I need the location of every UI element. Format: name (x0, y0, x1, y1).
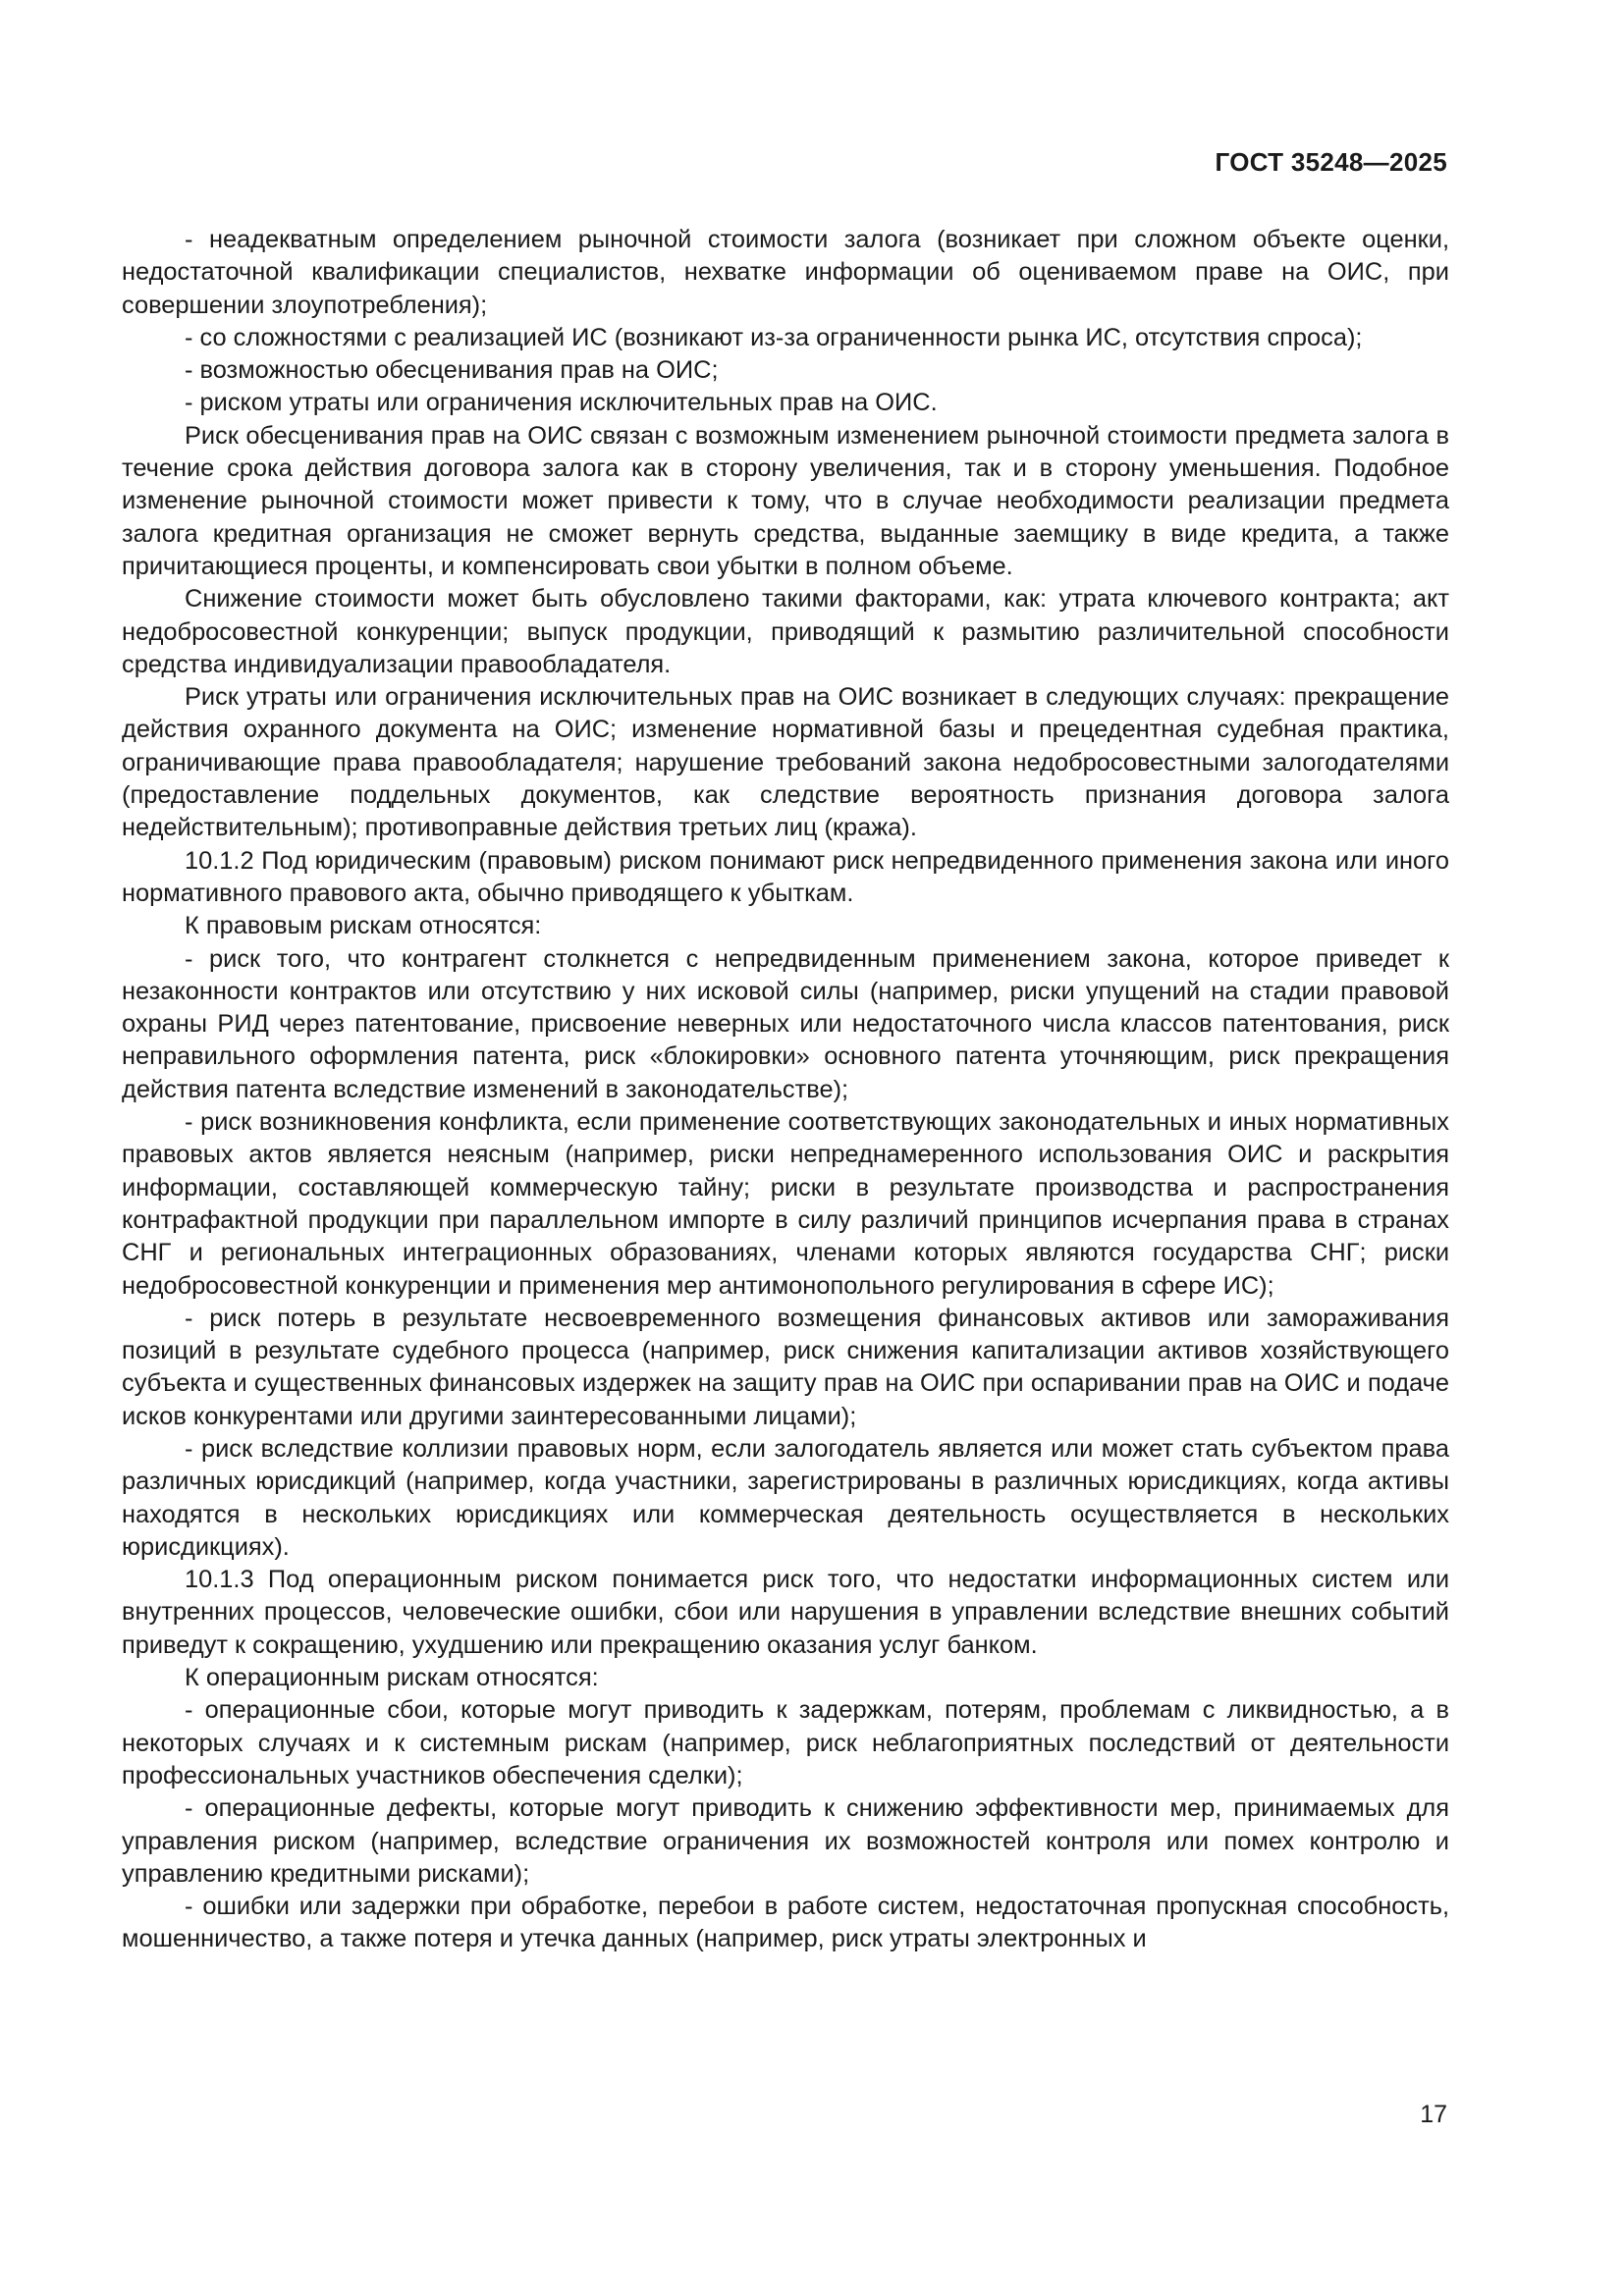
paragraph: Риск утраты или ограничения исключительных прав на ОИС возникает в следующих случаях: прекращение действия охранного документа на ОИС; изменение нормативной базы и прецедентная судебная практика, ограничивающие права правообладателя; нарушение требований закона недобросовестными залогодателями (предоставление поддельных документов, как следствие вероятность признания договора залога недействительным); противоправные действия третьих лиц (кража). (122, 683, 1449, 842)
paragraph: - неадекватным определением рыночной стоимости залога (возникает при сложном объекте оценки, недостаточной квалификации специалистов, нехватке информации об оцениваемом праве на ОИС, при совершении злоупотребления); (122, 226, 1449, 319)
paragraph: - ошибки или задержки при обработке, перебои в работе систем, недостаточная пропускная способность, мошенничество, а также потеря и утечка данных (например, риск утраты электронных и (122, 1893, 1449, 1953)
paragraph: К правовым рискам относятся: (185, 912, 542, 940)
document-id-header: ГОСТ 35248—2025 (1215, 147, 1447, 177)
paragraph: К операционным рискам относятся: (185, 1664, 599, 1692)
paragraph: - риск возникновения конфликта, если применение соответствующих законодательных и иных нормативных правовых актов является неясным (например, риски непреднамеренного использования ОИС и раскрытия информации, составляющей коммерческую тайну; риски в результате производства и распространения контрафактной продукции при параллельном импорте в силу различий принципов исчерпания права в странах СНГ и региональных интеграционных образованиях, членами которых являются государства СНГ; риски недобросовестной конкуренции и применения мер антимонопольного регулирования в сфере ИС); (122, 1108, 1449, 1300)
paragraph: - операционные дефекты, которые могут приводить к снижению эффективности мер, принимаемых для управления риском (например, вследствие ограничения их возможностей контроля или помех контролю и управлению кредитными рисками); (122, 1794, 1449, 1888)
paragraph: - риск вследствие коллизии правовых норм, если залогодатель является или может стать субъектом права различных юрисдикций (например, когда участники, зарегистрированы в различных юрисдикциях, когда активы находятся в нескольких юрисдикциях или коммерческая деятельность осуществляется в нескольких юрисдикциях). (122, 1434, 1449, 1561)
paragraph: - со сложностями с реализацией ИС (возникают из-за ограниченности рынка ИС, отсутствия спроса); (185, 323, 1363, 351)
section-10-1-2-paragraph: 10.1.2 Под юридическим (правовым) риском понимают риск непредвиденного применения закона или иного нормативного правового акта, обычно приводящего к убыткам. (122, 846, 1449, 907)
paragraph: - операционные сбои, которые могут приводить к задержкам, потерям, проблемам с ликвидностью, а в некоторых случаях и к системным рискам (например, риск неблагоприятных последствий от деятельности профессиональных участников обеспечения сделки); (122, 1696, 1449, 1789)
document-body (122, 224, 1449, 1956)
page-number: 17 (1420, 2101, 1447, 2128)
paragraph: Риск обесценивания прав на ОИС связан с возможным изменением рыночной стоимости предмета залога в течение срока действия договора залога как в сторону увеличения, так и в сторону уменьшения. Подобное изменение рыночной стоимости может привести к тому, что в случае необходимости реализации предмета залога кредитная организация не сможет вернуть средства, выданные заемщику в виде кредита, а также причитающиеся проценты, и компенсировать свои убытки в полном объеме. (122, 421, 1449, 580)
paragraph: - риск потерь в результате несвоевременного возмещения финансовых активов или замораживания позиций в результате судебного процесса (например, риск снижения капитализации активов хозяйствующего субъекта и существенных финансовых издержек на защиту прав на ОИС при оспаривании прав на ОИС и подаче исков конкурентами или другими заинтересованными лицами); (122, 1304, 1449, 1430)
paragraph: Снижение стоимости может быть обусловлено такими факторами, как: утрата ключевого контракта; акт недобросовестной конкуренции; выпуск продукции, приводящий к размытию различительной способности средства индивидуализации правообладателя. (122, 585, 1449, 678)
section-10-1-3-paragraph: 10.1.3 Под операционным риском понимается риск того, что недостатки информационных систем или внутренних процессов, человеческие ошибки, сбои или нарушения в управлении вследствие внешних событий приведут к сокращению, ухудшению или прекращению оказания услуг банком. (122, 1566, 1449, 1659)
paragraph: - возможностью обесценивания прав на ОИС; (185, 356, 719, 385)
paragraph: - риск того, что контрагент столкнется с непредвиденным применением закона, которое приведет к незаконности контрактов или отсутствию у них исковой силы (например, риски упущений на стадии правовой охраны РИД через патентование, присвоение неверных или недостаточного числа классов патентования, риск неправильного оформления патента, риск «блокировки» основного патента уточняющим, риск прекращения действия патента вследствие изменений в законодательстве); (122, 944, 1449, 1103)
paragraph: - риском утраты или ограничения исключительных прав на ОИС. (185, 389, 938, 417)
